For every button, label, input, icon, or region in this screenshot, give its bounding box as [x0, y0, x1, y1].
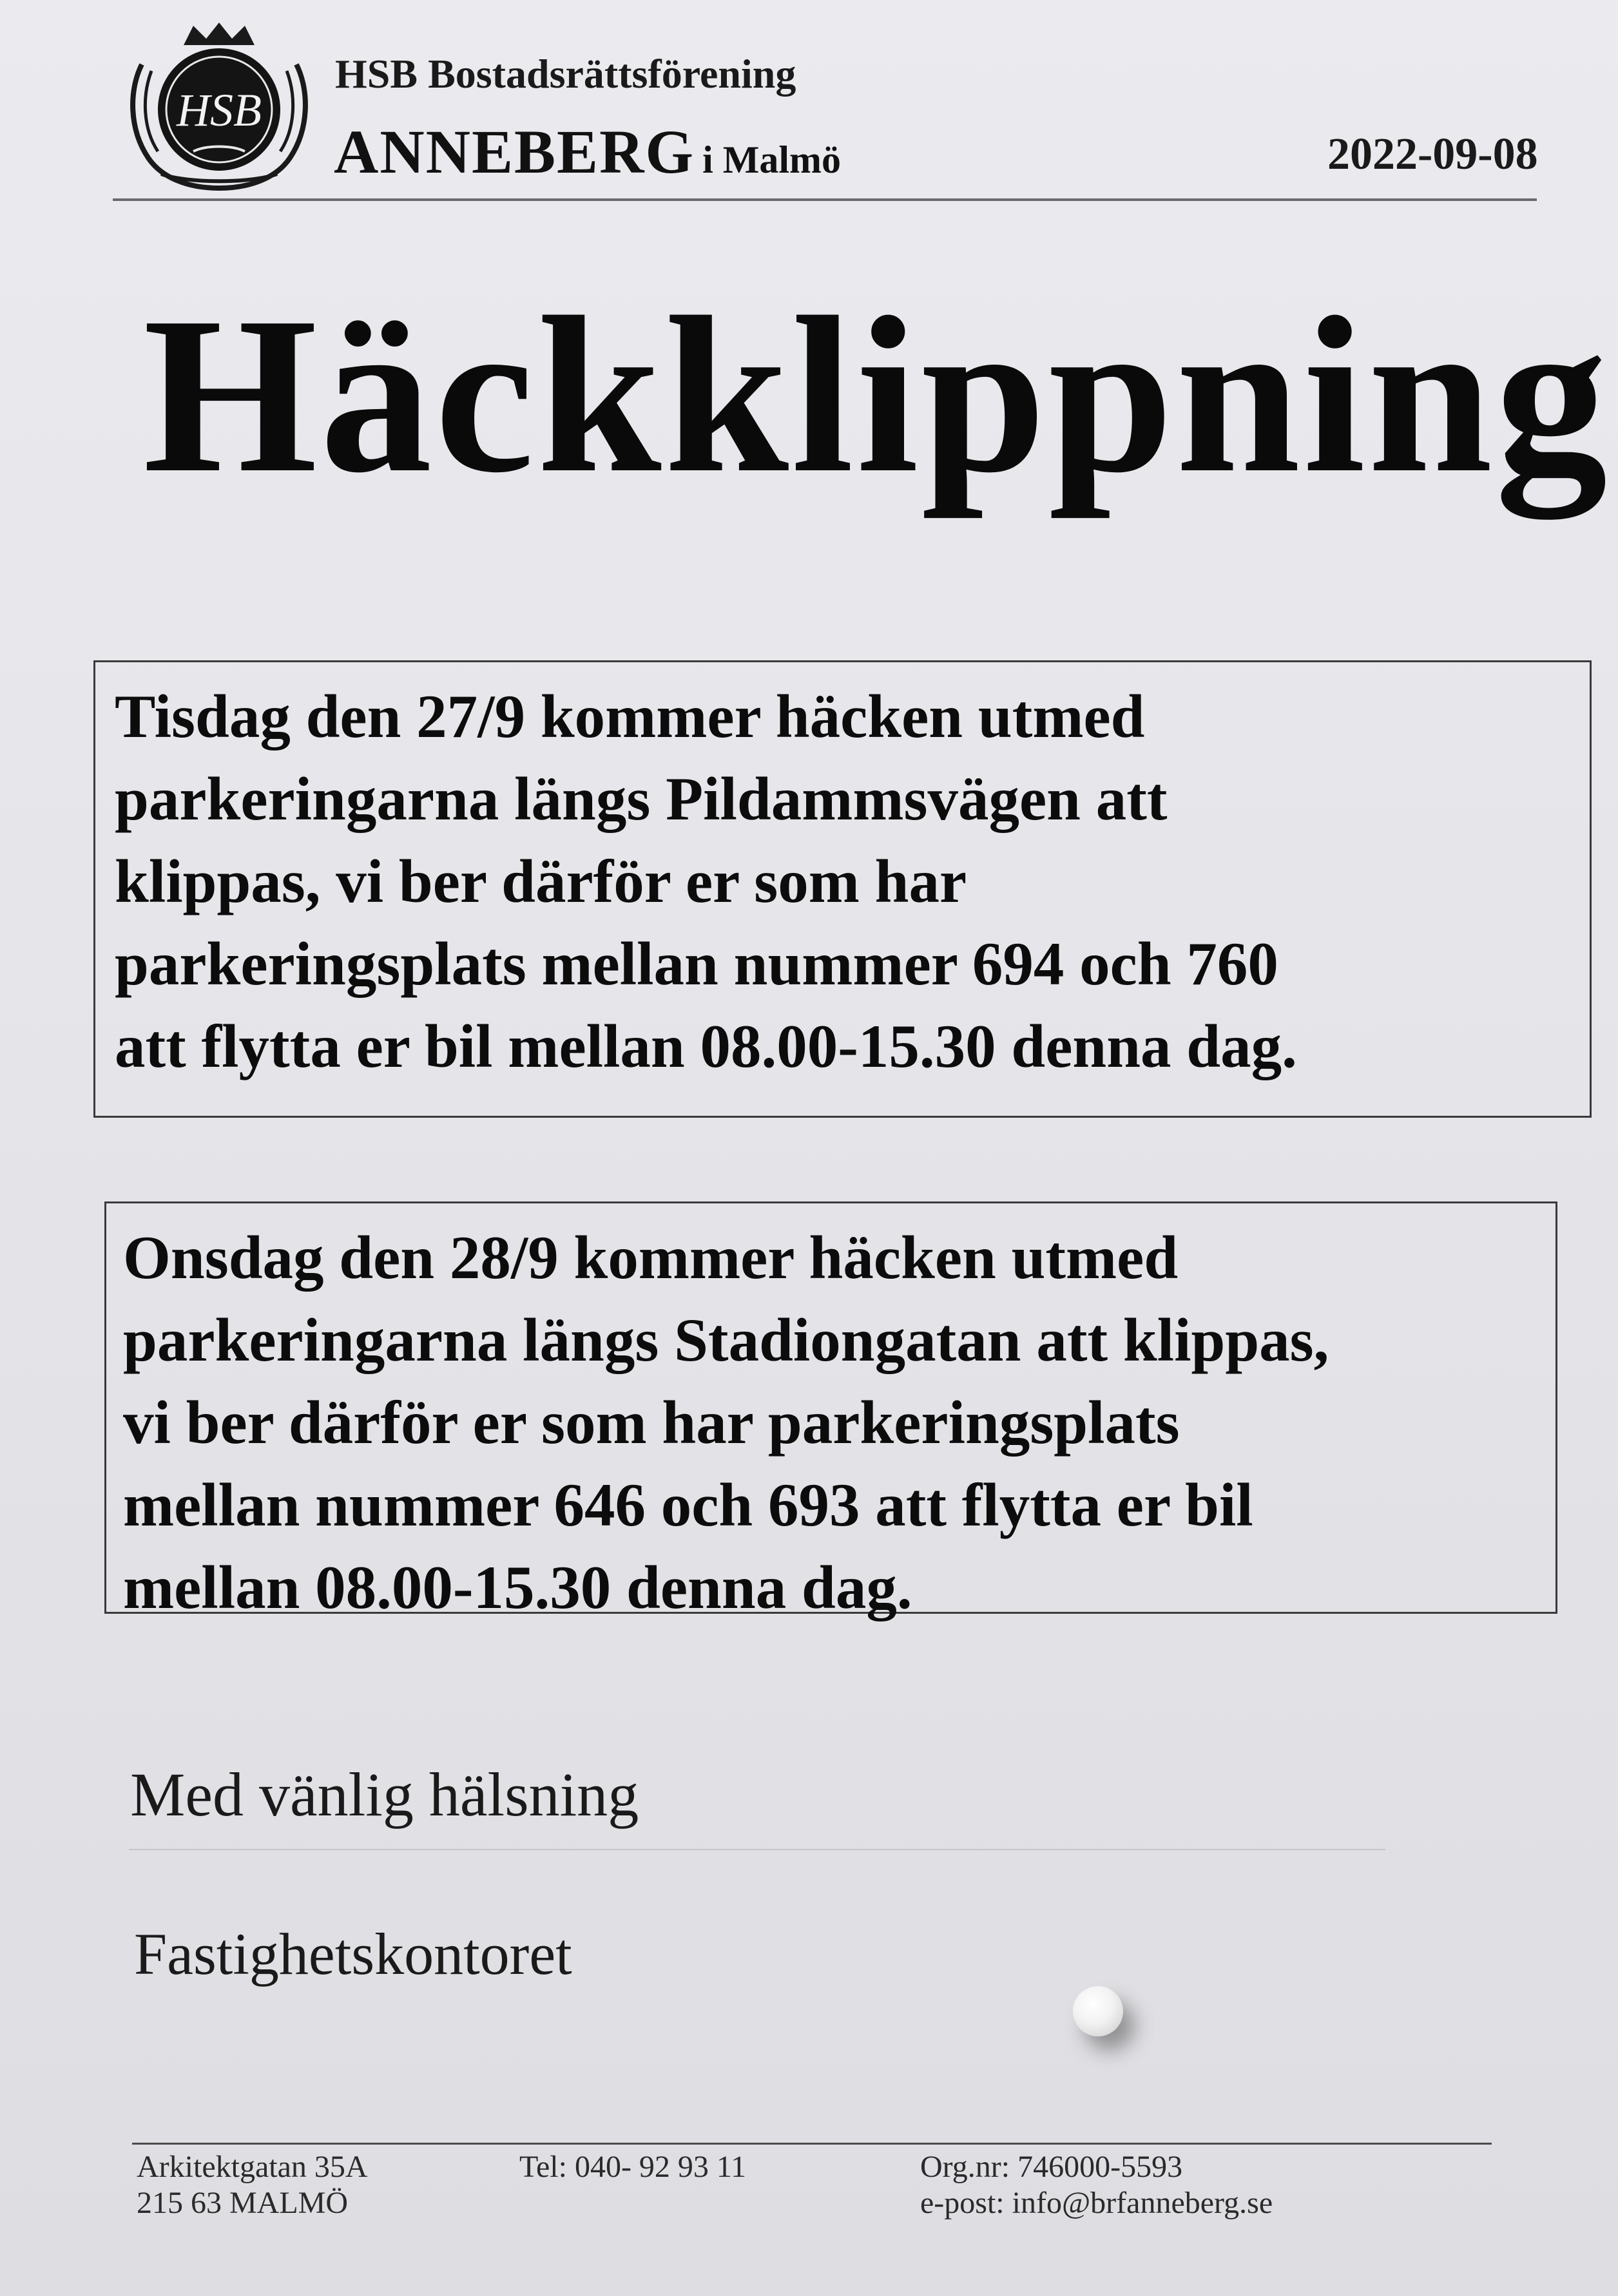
logo-text: HSB: [177, 84, 262, 136]
closing-signature: Fastighetskontoret: [134, 1921, 572, 1987]
notice-line: Tisdag den 27/9 kommer häcken utmed: [115, 682, 1145, 751]
notice-date: 2022-09-08: [1327, 129, 1538, 179]
footer-address-city: 215 63 MALMÖ: [137, 2186, 349, 2220]
footer-address: [137, 2149, 368, 2221]
greeting-divider: [129, 1849, 1385, 1850]
footer-email: e-post: info@brfanneberg.se: [920, 2186, 1273, 2220]
hsb-logo: [122, 19, 316, 193]
notice-line: vi ber därför er som har parkeringsplats: [123, 1388, 1180, 1457]
notice-line: parkeringarna längs Stadiongatan att klippas,: [123, 1306, 1329, 1374]
association-type: HSB Bostadsrättsförening: [335, 51, 796, 97]
association-name-main: ANNEBERG: [334, 117, 695, 186]
notice-line: klippas, vi ber därför er som har: [115, 847, 967, 915]
notice-line: parkeringarna längs Pildammsvägen att: [115, 765, 1168, 833]
association-name: [334, 116, 841, 187]
push-pin: [1073, 1986, 1123, 2036]
footer-phone: Tel: 040- 92 93 11: [519, 2150, 747, 2184]
notice-box-tuesday: [93, 660, 1592, 1118]
notice-line: mellan nummer 646 och 693 att flytta er bil: [123, 1471, 1253, 1539]
notice-line: mellan 08.00-15.30 denna dag.: [123, 1553, 912, 1622]
footer-org-info: [920, 2149, 1273, 2221]
notice-line: Onsdag den 28/9 kommer häcken utmed: [123, 1223, 1179, 1292]
footer-org-number: Org.nr: 746000-5593: [920, 2150, 1183, 2184]
header-divider: [113, 198, 1537, 201]
notice-line: parkeringsplats mellan nummer 694 och 760: [115, 930, 1278, 998]
association-location: i Malmö: [702, 139, 842, 181]
closing-greeting: Med vänlig hälsning: [130, 1760, 639, 1829]
notice-box-wednesday: [104, 1201, 1557, 1622]
footer-address-street: Arkitektgatan 35A: [137, 2150, 368, 2184]
notice-line: att flytta er bil mellan 08.00-15.30 denna dag.: [115, 1012, 1297, 1080]
notice-title: Häckklippning: [143, 271, 1610, 519]
footer-divider: [132, 2143, 1492, 2145]
